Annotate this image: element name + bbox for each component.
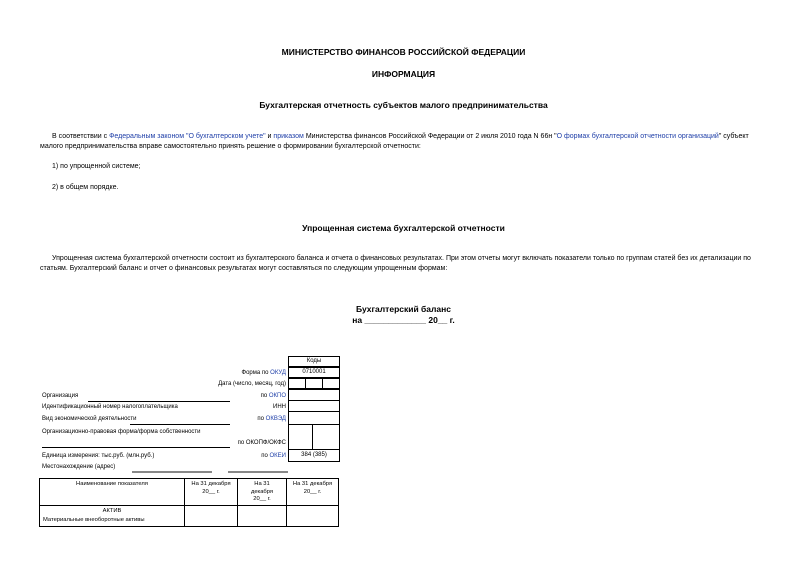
date-month-cell: [305, 378, 323, 389]
table-header-col4: [286, 478, 339, 506]
okei-code-cell: [288, 449, 340, 462]
col2-line2: 20__ г.: [202, 488, 220, 495]
okud-link[interactable]: ОКУД: [270, 370, 286, 376]
order-link[interactable]: приказом: [273, 133, 304, 140]
date-year: 20__ г.: [428, 315, 455, 325]
table-header-col2: [184, 478, 238, 506]
forms-link[interactable]: О формах бухгалтерской отчетности организаций: [556, 133, 719, 140]
codes-header-cell: [288, 356, 340, 367]
document-subject: Бухгалтерская отчетность субъектов малого предпринимательства: [259, 100, 548, 110]
col4-line1: На 31 декабря: [292, 481, 333, 487]
organization-underline: [88, 401, 230, 402]
ministry-title: МИНИСТЕРСТВО ФИНАНСОВ РОССИЙСКОЙ ФЕДЕРАЦИИ: [281, 47, 526, 57]
table-row-cell-col3: [237, 505, 287, 527]
date-year-cell: [322, 378, 340, 389]
okfs-code-cell: [312, 424, 340, 450]
activity-label: Вид экономической деятельности: [42, 416, 137, 422]
location-underline-1: [132, 471, 212, 473]
okpo-label: [236, 392, 286, 400]
okud-label: [180, 369, 286, 377]
balance-title: Бухгалтерский баланс: [355, 304, 452, 314]
okopf-okfs-label: по ОКОПФ/ОКФС: [237, 440, 286, 446]
legal-form-label: Организационно-правовая форма/форма собственности: [42, 429, 201, 435]
okud-code: 0710001: [302, 369, 326, 375]
intro-text-c: Министерства финансов Российской Федерации от 2 июля 2010 года N 66н ": [303, 133, 557, 140]
activity-underline: [130, 424, 230, 425]
list-item-simplified: 1) по упрощенной системе;: [52, 163, 141, 170]
row-tangible-assets: Материальные внеоборотные активы: [43, 516, 145, 523]
okved-label: [226, 415, 286, 423]
col2-line1: На 31 декабря: [191, 481, 231, 487]
intro-text-a: В соответствии с: [52, 133, 110, 140]
table-row-cell-col2: [184, 505, 238, 527]
table-row-cell-col4: [286, 505, 339, 527]
intro-text-d: " субъект: [718, 133, 749, 140]
section-title: Упрощенная система бухгалтерской отчетности: [302, 223, 505, 233]
location-underline-2: [228, 471, 288, 473]
okved-code-cell: [288, 411, 340, 425]
form-label-text: Форма по: [241, 370, 271, 376]
table-header-indicator: [39, 478, 185, 506]
okei-code: 384 (385): [301, 452, 327, 458]
table-header-col3: [237, 478, 287, 506]
okei-prefix: по: [261, 453, 270, 459]
okud-code-cell: [288, 367, 340, 378]
asset-section-label: АКТИВ: [102, 508, 122, 514]
col-indicator-label: Наименование показателя: [76, 481, 148, 487]
location-label: Местонахождение (адрес): [42, 464, 116, 470]
codes-header: Коды: [306, 358, 322, 364]
info-title: ИНФОРМАЦИЯ: [371, 69, 436, 79]
inn-label: Идентификационный номер налогоплательщика: [42, 404, 178, 410]
okopf-code-cell: [288, 424, 313, 450]
col3-line1: На 31: [254, 481, 270, 487]
intro-paragraph-line1: [52, 132, 772, 142]
date-label: Дата (число, месяц, год): [218, 381, 286, 387]
balance-date: [0, 315, 807, 325]
okpo-link[interactable]: ОКПО: [268, 393, 286, 399]
organization-label: Организация: [42, 393, 79, 399]
table-row-indicator: [39, 505, 185, 527]
date-day-cell: [288, 378, 306, 389]
col4-line2: 20__ г.: [303, 488, 322, 495]
okved-prefix: по: [257, 416, 266, 422]
list-item-general: 2) в общем порядке.: [52, 184, 119, 191]
col3-line3: 20__ г.: [253, 496, 271, 502]
section-paragraph-line1: Упрощенная система бухгалтерской отчетности состоит из бухгалтерского баланса и отчета о финансовых результатах. При этом отчеты могут включать показатели только по группам статей без их детализации по: [52, 255, 751, 262]
okei-link[interactable]: ОКЕИ: [269, 453, 286, 459]
federal-law-link[interactable]: Федеральным законом "О бухгалтерском учете": [109, 133, 266, 140]
intro-paragraph-line2: малого предпринимательства вправе самостоятельно принять решение о формировании бухгалтерской отчетности:: [40, 143, 421, 150]
inn-code-label: ИНН: [273, 404, 286, 410]
okved-link[interactable]: ОКВЭД: [265, 416, 286, 422]
section-paragraph-line2: статьям. Бухгалтерский баланс и отчет о финансовых результатах могут составляться по следующим упрощенным формам:: [40, 265, 448, 272]
date-prefix: на: [352, 315, 363, 325]
col3-line2: декабря: [250, 488, 274, 495]
okpo-prefix: по: [260, 393, 269, 399]
intro-text-b: и: [265, 133, 274, 140]
legal-form-underline: [42, 447, 230, 448]
date-blank: _____________: [364, 315, 426, 325]
okei-label: [236, 452, 286, 460]
unit-label: Единица измерения: тыс.руб. (млн.руб.): [42, 453, 155, 459]
